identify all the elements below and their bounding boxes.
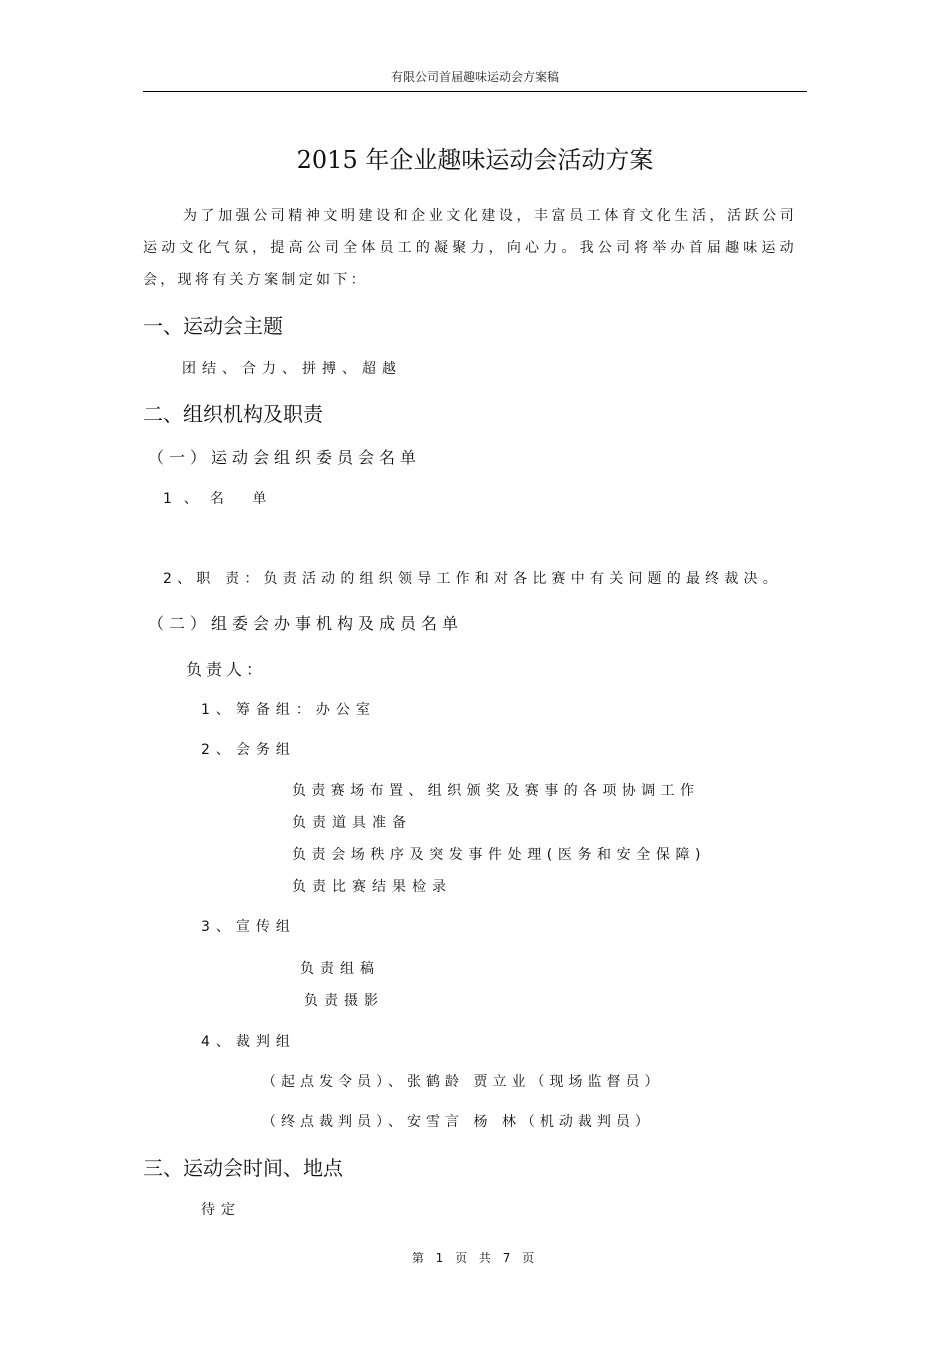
section-2-heading: 二、组织机构及职责 bbox=[143, 402, 323, 426]
list-item: 负责会场秩序及突发事件处理(医务和安全保障) bbox=[292, 847, 707, 863]
group-2: 2、会务组 bbox=[201, 742, 296, 758]
list-item: （起点发令员）、张鹤龄 贾立业（现场监督员） bbox=[262, 1074, 664, 1090]
theme-text: 团结、合力、拼搏、超越 bbox=[182, 361, 402, 377]
section-1-heading: 一、运动会主题 bbox=[143, 314, 283, 338]
list-item: 负责赛场布置、组织颁奖及赛事的各项协调工作 bbox=[292, 783, 700, 799]
list-item-names: 1、名 单 bbox=[163, 491, 279, 507]
group-1: 1、筹备组：办公室 bbox=[201, 702, 376, 718]
leader-label: 负责人： bbox=[186, 660, 267, 679]
page-number-footer: 第 1 页 共 7 页 bbox=[411, 1251, 539, 1265]
group-4: 4、裁判组 bbox=[201, 1034, 296, 1050]
intro-paragraph: 为了加强公司精神文明建设和企业文化建设，丰富员工体育文化生活，活跃公司运动文化气氛，提高公司全体员工的凝聚力，向心力。我公司将举办首届趣味运动会，现将有关方案制定如下： bbox=[143, 208, 797, 288]
time-place-value: 待定 bbox=[201, 1202, 241, 1218]
list-item: 负责道具准备 bbox=[292, 815, 412, 831]
list-item: 负责摄影 bbox=[304, 993, 384, 1009]
group-3: 3、宣传组 bbox=[201, 919, 296, 935]
subsection-2-heading: （二）组委会办事机构及成员名单 bbox=[148, 614, 464, 633]
running-header: 有限公司首届趣味运动会方案稿 bbox=[390, 70, 559, 84]
list-item: 负责比赛结果检录 bbox=[292, 879, 452, 895]
document-title: 2015 年企业趣味运动会活动方案 bbox=[296, 146, 654, 174]
list-item: （终点裁判员）、安雪言 杨 林（机动裁判员） bbox=[262, 1114, 654, 1130]
list-item-duties: 2、职 责：负责活动的组织领导工作和对各比赛中有关问题的最终裁决。 bbox=[163, 571, 782, 587]
section-3-heading: 三、运动会时间、地点 bbox=[143, 1156, 343, 1180]
header-rule bbox=[143, 91, 807, 92]
subsection-1-heading: （一）运动会组织委员会名单 bbox=[148, 448, 422, 467]
list-item: 负责组稿 bbox=[300, 961, 380, 977]
